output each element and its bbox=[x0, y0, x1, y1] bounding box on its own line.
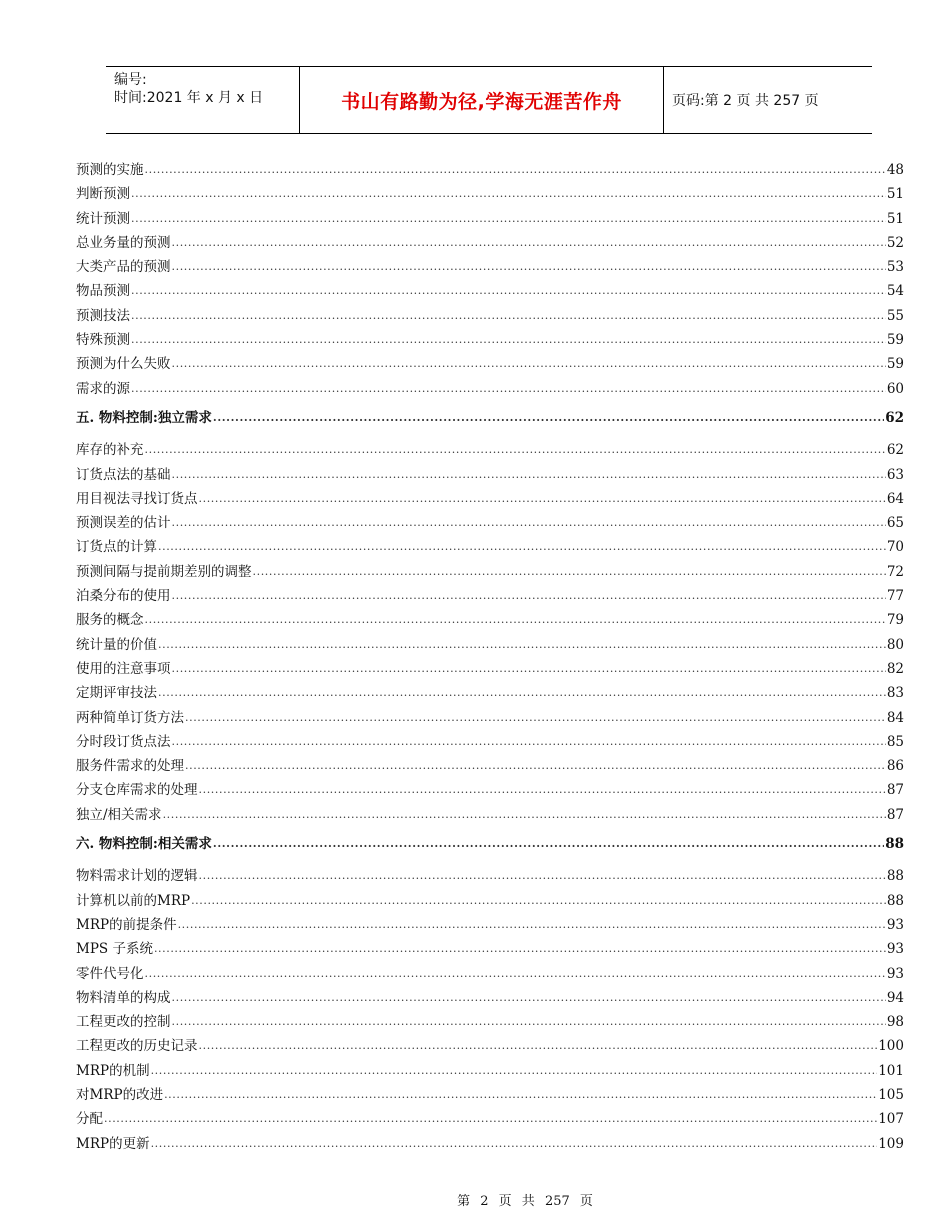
toc-entry-page-number: 62 bbox=[885, 409, 904, 426]
toc-dot-leader bbox=[185, 709, 886, 725]
toc-entry[interactable] bbox=[76, 889, 904, 913]
footer-current-page: 2 bbox=[480, 1194, 489, 1209]
toc-dot-leader bbox=[158, 636, 886, 652]
toc-dot-leader bbox=[213, 409, 884, 425]
toc-entry-title: 两种简单订货方法 bbox=[76, 709, 184, 726]
toc-entry[interactable] bbox=[76, 560, 904, 584]
toc-entry-title: 分支仓库需求的处理 bbox=[76, 782, 198, 799]
toc-entry-page-number: 109 bbox=[878, 1135, 904, 1152]
toc-entry-title: MRP的机制 bbox=[76, 1062, 150, 1079]
toc-entry-page-number: 105 bbox=[878, 1086, 904, 1103]
toc-dot-leader bbox=[131, 282, 886, 298]
toc-entry-title: 物料清单的构成 bbox=[76, 989, 171, 1006]
toc-entry-page-number: 94 bbox=[886, 989, 904, 1006]
toc-entry-title: 服务件需求的处理 bbox=[76, 758, 184, 775]
toc-dot-leader bbox=[131, 185, 886, 201]
header-meta bbox=[106, 67, 300, 133]
toc-entry-page-number: 51 bbox=[886, 210, 904, 227]
toc-entry-title: 需求的源 bbox=[76, 380, 130, 397]
toc-entry-title: 订货点的计算 bbox=[76, 539, 157, 556]
toc-entry-title: MRP的更新 bbox=[76, 1135, 150, 1152]
toc-entry-title: 工程更改的控制 bbox=[76, 1014, 171, 1031]
toc-dot-leader bbox=[199, 1037, 878, 1053]
toc-entry[interactable] bbox=[76, 937, 904, 961]
toc-entry-title: 预测为什么失败 bbox=[76, 356, 171, 373]
toc-entry-title: 统计预测 bbox=[76, 210, 130, 227]
toc-dot-leader bbox=[154, 940, 886, 956]
toc-entry-page-number: 63 bbox=[886, 466, 904, 483]
toc-entry-title: 对MRP的改进 bbox=[76, 1086, 164, 1103]
toc-entry[interactable] bbox=[76, 608, 904, 632]
toc-entry-page-number: 101 bbox=[878, 1062, 904, 1079]
toc-entry[interactable] bbox=[76, 279, 904, 303]
toc-entry[interactable] bbox=[76, 1059, 904, 1083]
number-label: 编号: bbox=[114, 72, 147, 88]
toc-entry-title: 泊桑分布的使用 bbox=[76, 588, 171, 605]
toc-entry-title: 服务的概念 bbox=[76, 612, 144, 629]
toc-entry-page-number: 100 bbox=[878, 1038, 904, 1055]
toc-entry-title: 使用的注意事项 bbox=[76, 660, 171, 677]
footer-prefix: 第 bbox=[457, 1194, 471, 1209]
toc-dot-leader bbox=[172, 660, 886, 676]
toc-entry-title: 工程更改的历史记录 bbox=[76, 1038, 198, 1055]
toc-dot-leader bbox=[151, 1135, 878, 1151]
toc-dot-leader bbox=[131, 331, 886, 347]
toc-entry[interactable] bbox=[76, 352, 904, 376]
toc-section-heading[interactable] bbox=[76, 832, 904, 856]
toc-entry-page-number: 70 bbox=[886, 539, 904, 556]
toc-entry-page-number: 86 bbox=[886, 758, 904, 775]
toc-entry-title: 预测误差的估计 bbox=[76, 515, 171, 532]
toc-entry-title: MRP的前提条件 bbox=[76, 916, 177, 933]
toc-entry-title: 判断预测 bbox=[76, 186, 130, 203]
toc-section-heading[interactable] bbox=[76, 406, 904, 430]
toc-dot-leader bbox=[213, 835, 884, 851]
toc-entry[interactable] bbox=[76, 730, 904, 754]
toc-dot-leader bbox=[131, 210, 886, 226]
toc-entry[interactable] bbox=[76, 864, 904, 888]
toc-entry-title: 总业务量的预测 bbox=[76, 234, 171, 251]
toc-entry[interactable] bbox=[76, 681, 904, 705]
footer-total-pages: 257 bbox=[544, 1194, 570, 1209]
toc-entry-page-number: 62 bbox=[886, 442, 904, 459]
toc-entry[interactable] bbox=[76, 1132, 904, 1156]
toc-entry-page-number: 93 bbox=[886, 916, 904, 933]
toc-entry-title: 统计量的价值 bbox=[76, 636, 157, 653]
toc-entry-page-number: 65 bbox=[886, 515, 904, 532]
toc-entry[interactable] bbox=[76, 633, 904, 657]
toc-entry[interactable] bbox=[76, 304, 904, 328]
toc-entry-page-number: 87 bbox=[886, 806, 904, 823]
toc-entry-title: 物料需求计划的逻辑 bbox=[76, 868, 198, 885]
toc-dot-leader bbox=[151, 1062, 878, 1078]
table-of-contents bbox=[76, 158, 904, 1156]
toc-dot-leader bbox=[199, 867, 886, 883]
toc-entry-title: 库存的补充 bbox=[76, 442, 144, 459]
header-motto: 书山有路勤为径,学海无涯苦作舟 bbox=[300, 67, 664, 133]
toc-dot-leader bbox=[172, 234, 886, 250]
toc-dot-leader bbox=[145, 161, 886, 177]
page-footer bbox=[0, 1190, 950, 1209]
toc-entry-page-number: 59 bbox=[886, 356, 904, 373]
toc-entry-page-number: 60 bbox=[886, 380, 904, 397]
page-header bbox=[106, 66, 872, 134]
toc-entry-title: 六. 物料控制:相关需求 bbox=[76, 836, 212, 853]
toc-dot-leader bbox=[145, 611, 886, 627]
toc-entry-title: MPS 子系统 bbox=[76, 941, 153, 958]
toc-dot-leader bbox=[191, 892, 886, 908]
toc-entry-page-number: 98 bbox=[886, 1014, 904, 1031]
toc-entry[interactable] bbox=[76, 438, 904, 462]
toc-dot-leader bbox=[199, 781, 886, 797]
toc-entry-page-number: 88 bbox=[886, 868, 904, 885]
toc-entry[interactable] bbox=[76, 231, 904, 255]
toc-dot-leader bbox=[172, 587, 886, 603]
toc-dot-leader bbox=[158, 684, 886, 700]
toc-dot-leader bbox=[131, 307, 886, 323]
toc-entry-title: 零件代号化 bbox=[76, 965, 144, 982]
toc-entry-title: 分配 bbox=[76, 1111, 103, 1128]
toc-dot-leader bbox=[178, 916, 886, 932]
toc-dot-leader bbox=[172, 1013, 886, 1029]
toc-entry-title: 物品预测 bbox=[76, 283, 130, 300]
toc-entry[interactable] bbox=[76, 706, 904, 730]
footer-mid: 页 bbox=[498, 1194, 512, 1209]
toc-dot-leader bbox=[164, 1086, 877, 1102]
toc-entry-page-number: 87 bbox=[886, 782, 904, 799]
toc-entry-page-number: 79 bbox=[886, 612, 904, 629]
toc-entry[interactable] bbox=[76, 803, 904, 827]
toc-dot-leader bbox=[104, 1110, 877, 1126]
toc-dot-leader bbox=[172, 466, 886, 482]
toc-entry[interactable] bbox=[76, 182, 904, 206]
toc-entry-page-number: 84 bbox=[886, 709, 904, 726]
toc-dot-leader bbox=[253, 563, 886, 579]
toc-entry[interactable] bbox=[76, 487, 904, 511]
toc-entry-title: 定期评审技法 bbox=[76, 685, 157, 702]
toc-entry-page-number: 52 bbox=[886, 234, 904, 251]
toc-entry-page-number: 77 bbox=[886, 588, 904, 605]
toc-entry[interactable] bbox=[76, 986, 904, 1010]
toc-entry[interactable] bbox=[76, 535, 904, 559]
toc-dot-leader bbox=[131, 380, 886, 396]
toc-dot-leader bbox=[172, 733, 886, 749]
toc-entry-page-number: 107 bbox=[878, 1111, 904, 1128]
toc-entry-page-number: 54 bbox=[886, 283, 904, 300]
toc-entry-page-number: 55 bbox=[886, 307, 904, 324]
toc-entry[interactable] bbox=[76, 1083, 904, 1107]
toc-dot-leader bbox=[172, 258, 886, 274]
toc-dot-leader bbox=[172, 989, 886, 1005]
toc-entry[interactable] bbox=[76, 511, 904, 535]
toc-entry-title: 用目视法寻找订货点 bbox=[76, 490, 198, 507]
toc-entry-title: 预测技法 bbox=[76, 307, 130, 324]
toc-entry-page-number: 88 bbox=[886, 892, 904, 909]
toc-dot-leader bbox=[172, 514, 886, 530]
toc-entry[interactable] bbox=[76, 158, 904, 182]
header-page-info: 页码:第 2 页 共 257 页 bbox=[672, 93, 819, 109]
toc-entry-title: 分时段订货点法 bbox=[76, 733, 171, 750]
toc-entry[interactable] bbox=[76, 913, 904, 937]
toc-entry[interactable] bbox=[76, 207, 904, 231]
toc-entry[interactable] bbox=[76, 657, 904, 681]
toc-entry-title: 订货点法的基础 bbox=[76, 466, 171, 483]
toc-entry-page-number: 48 bbox=[886, 162, 904, 178]
toc-entry-title: 计算机以前的MRP bbox=[76, 892, 191, 909]
toc-entry-page-number: 72 bbox=[886, 563, 904, 580]
toc-entry-page-number: 85 bbox=[886, 733, 904, 750]
toc-entry[interactable] bbox=[76, 463, 904, 487]
toc-entry-title: 五. 物料控制:独立需求 bbox=[76, 409, 212, 426]
toc-entry-page-number: 83 bbox=[886, 685, 904, 702]
toc-entry[interactable] bbox=[76, 255, 904, 279]
toc-entry-page-number: 93 bbox=[886, 941, 904, 958]
toc-entry-page-number: 80 bbox=[886, 636, 904, 653]
toc-entry-title: 特殊预测 bbox=[76, 332, 130, 349]
toc-entry[interactable] bbox=[76, 962, 904, 986]
toc-entry-page-number: 51 bbox=[886, 186, 904, 203]
time-label: 时间:2021 年 x 月 x 日 bbox=[114, 90, 264, 106]
toc-dot-leader bbox=[199, 490, 886, 506]
toc-dot-leader bbox=[172, 355, 886, 371]
toc-entry[interactable] bbox=[76, 377, 904, 401]
toc-entry[interactable] bbox=[76, 584, 904, 608]
toc-dot-leader bbox=[163, 806, 886, 822]
toc-entry-page-number: 53 bbox=[886, 259, 904, 276]
toc-entry-page-number: 93 bbox=[886, 965, 904, 982]
toc-dot-leader bbox=[185, 757, 886, 773]
toc-entry-page-number: 88 bbox=[885, 836, 904, 853]
footer-total-label: 共 bbox=[521, 1194, 535, 1209]
toc-entry-page-number: 82 bbox=[886, 660, 904, 677]
toc-entry-page-number: 59 bbox=[886, 332, 904, 349]
toc-entry[interactable] bbox=[76, 1107, 904, 1131]
toc-dot-leader bbox=[145, 965, 886, 981]
toc-dot-leader bbox=[145, 441, 886, 457]
toc-entry-title: 独立/相关需求 bbox=[76, 806, 162, 823]
toc-entry[interactable] bbox=[76, 778, 904, 802]
toc-dot-leader bbox=[158, 538, 886, 554]
toc-entry[interactable] bbox=[76, 1010, 904, 1034]
toc-entry[interactable] bbox=[76, 754, 904, 778]
footer-suffix: 页 bbox=[579, 1194, 593, 1209]
toc-entry-title: 预测的实施 bbox=[76, 162, 144, 178]
toc-entry-title: 预测间隔与提前期差别的调整 bbox=[76, 563, 252, 580]
toc-entry-title: 大类产品的预测 bbox=[76, 259, 171, 276]
toc-entry[interactable] bbox=[76, 1034, 904, 1058]
toc-entry[interactable] bbox=[76, 328, 904, 352]
toc-entry-page-number: 64 bbox=[886, 490, 904, 507]
